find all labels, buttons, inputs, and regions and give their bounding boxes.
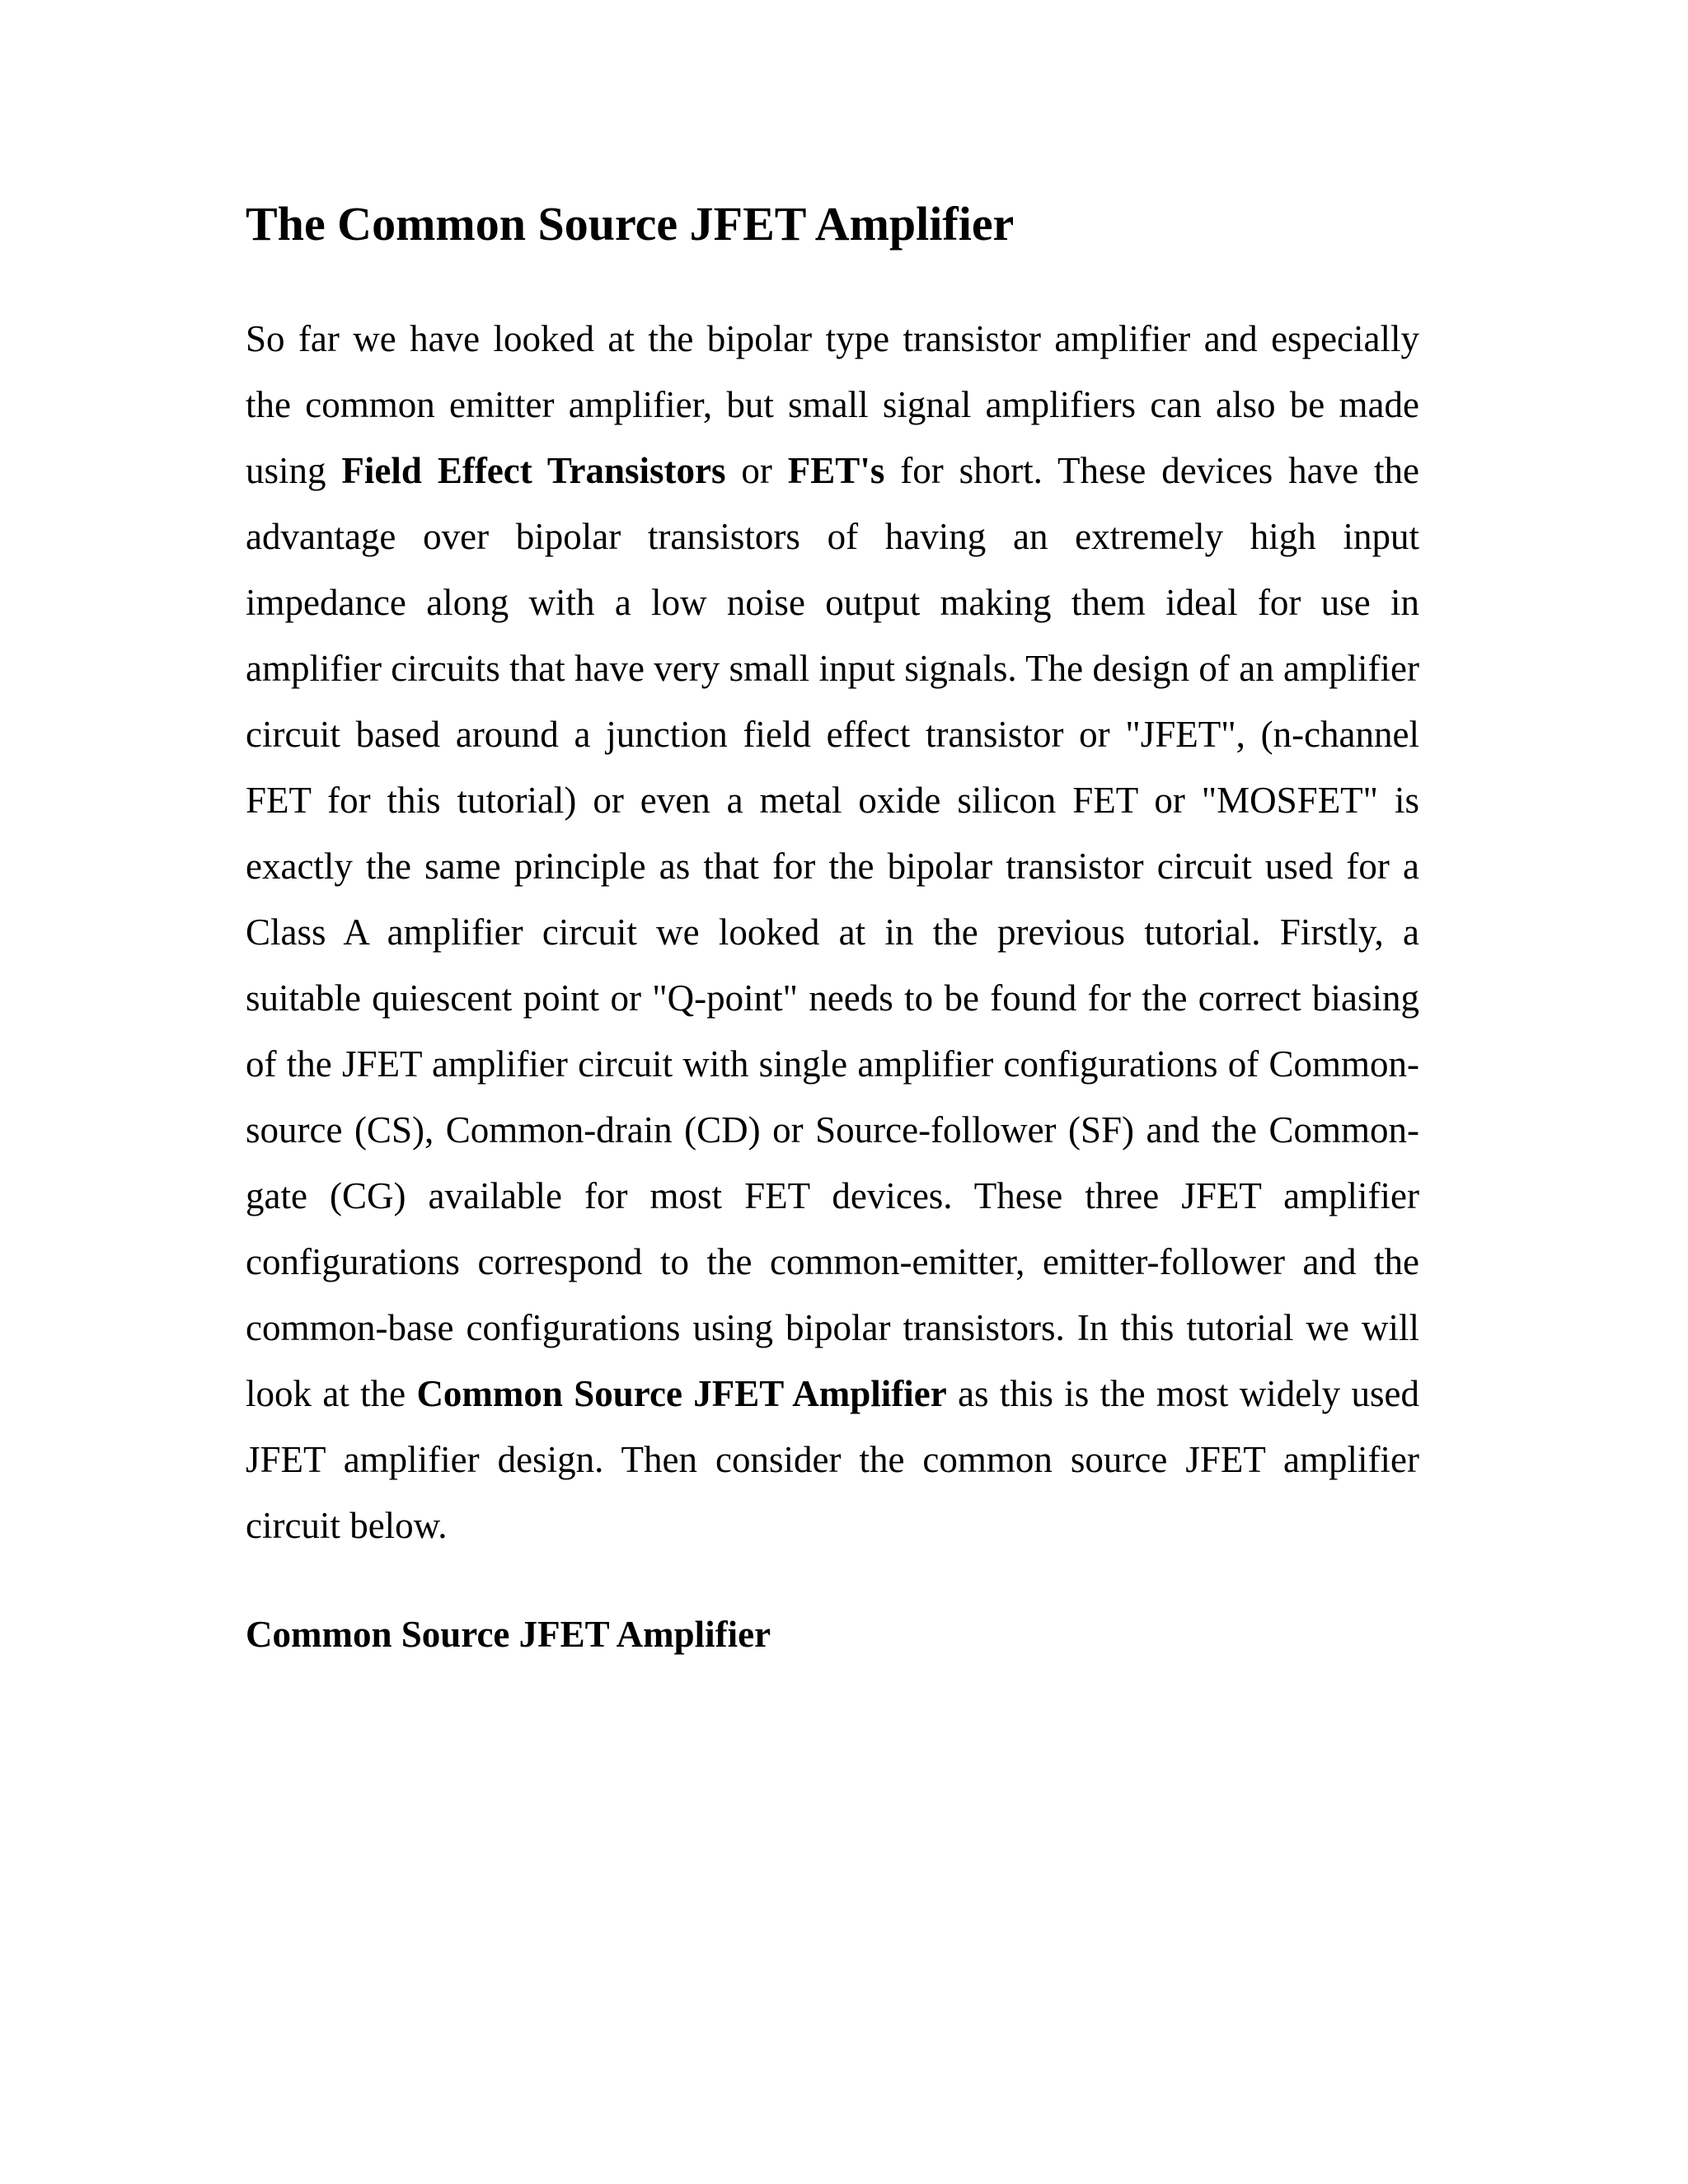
page-title: The Common Source JFET Amplifier — [246, 197, 1015, 251]
intro-paragraph — [246, 306, 1419, 1558]
paragraph-text-run: So far we have looked at the bipolar type transistor amplifier and especially the common emitter amplifier, but small signal amplifiers can also be made using — [246, 318, 1419, 491]
paragraph-text-run: or — [725, 450, 788, 491]
bold-term-fets: FET's — [787, 450, 885, 491]
bold-term-common-source-jfet-amplifier: Common Source JFET Amplifier — [416, 1373, 947, 1414]
paragraph-text-run: as this is the most widely used JFET amplifier design. Then consider the common source JFET amplifier circuit below. — [246, 1373, 1419, 1546]
section-subheading: Common Source JFET Amplifier — [246, 1614, 771, 1655]
paragraph-text-run: for short. These devices have the advantage over bipolar transistors of having an extremely high input impedance along with a low noise output making them ideal for use in amplifier circuits that have very small input signals. The design of an amplifier circuit based around a junction field effect transistor or "JFET", (n-channel FET for this tutorial) or even a metal oxide silicon FET or "MOSFET" is exactly the same principle as that for the bipolar transistor circuit used for a Class A amplifier circuit we looked at in the previous tutorial. Firstly, a suitable quiescent point or "Q-point" needs to be found for the correct biasing of the JFET amplifier circuit with single amplifier configurations of Common-source (CS), Common-drain (CD) or Source-follower (SF) and the Common-gate (CG) available for most FET devices. These three JFET amplifier configurations correspond to the common-emitter, emitter-follower and the common-base configurations using bipolar transistors. In this tutorial we will look at the — [246, 450, 1419, 1414]
bold-term-field-effect-transistors: Field Effect Transistors — [341, 450, 726, 491]
